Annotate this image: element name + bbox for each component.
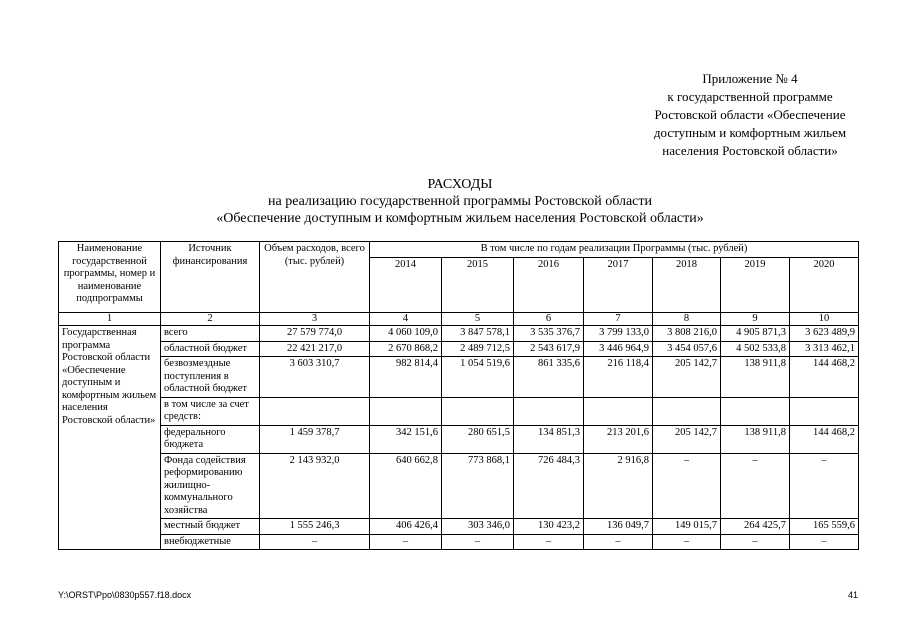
year-value: 342 151,6 (370, 425, 442, 453)
doc-subtitle: «Обеспечение доступным и комфортным жильем населения Ростовской области» (216, 211, 704, 226)
appendix-line: Ростовской области «Обеспечение (654, 107, 846, 122)
year-value: – (721, 534, 790, 550)
total-cell: – (260, 534, 370, 550)
year-value: – (584, 534, 653, 550)
total-cell (260, 397, 370, 425)
year-value (653, 397, 721, 425)
table-row (59, 397, 859, 425)
table-row (59, 357, 859, 398)
column-number: 7 (584, 312, 653, 326)
table-row (59, 341, 859, 357)
year-value: – (514, 534, 584, 550)
table-row (59, 519, 859, 535)
total-cell: 1 459 378,7 (260, 425, 370, 453)
year-value: 726 484,3 (514, 453, 584, 519)
header-year: 2019 (721, 257, 790, 312)
total-cell: 3 603 310,7 (260, 357, 370, 398)
year-value: 144 468,2 (790, 425, 859, 453)
year-value: 3 623 489,9 (790, 326, 859, 342)
header-year: 2016 (514, 257, 584, 312)
year-value: 640 662,8 (370, 453, 442, 519)
year-value (584, 397, 653, 425)
header-year: 2017 (584, 257, 653, 312)
table-row (59, 534, 859, 550)
year-value: 3 808 216,0 (653, 326, 721, 342)
year-value: – (442, 534, 514, 550)
column-number: 4 (370, 312, 442, 326)
header-year: 2020 (790, 257, 859, 312)
year-value: 149 015,7 (653, 519, 721, 535)
column-number: 1 (59, 312, 161, 326)
page-number: 41 (847, 590, 858, 600)
year-value: 861 335,6 (514, 357, 584, 398)
header-by-years: В том числе по годам реализации Программы (тыс. рублей) (370, 242, 859, 258)
source-cell: Фонда содействия реформированию жилищно-коммунального хозяйства (161, 453, 260, 519)
header-source: Источник финансирования (161, 242, 260, 313)
year-value: 165 559,6 (790, 519, 859, 535)
year-value: 216 118,4 (584, 357, 653, 398)
year-value: – (790, 534, 859, 550)
year-value: 3 446 964,9 (584, 341, 653, 357)
table-row (59, 453, 859, 519)
year-value: 2 670 868,2 (370, 341, 442, 357)
year-value: 773 868,1 (442, 453, 514, 519)
year-value: 982 814,4 (370, 357, 442, 398)
year-value: 205 142,7 (653, 357, 721, 398)
column-number: 3 (260, 312, 370, 326)
header-year: 2018 (653, 257, 721, 312)
year-value: 138 911,8 (721, 357, 790, 398)
year-value: 134 851,3 (514, 425, 584, 453)
appendix-line: к государственной программе (667, 89, 833, 104)
appendix-block (600, 70, 900, 160)
year-value: 3 799 133,0 (584, 326, 653, 342)
program-name: Государственная программа Ростовской области «Обеспечение доступным и комфортным жильем населения Ростовской области» (59, 326, 161, 550)
year-value: 264 425,7 (721, 519, 790, 535)
year-value: 138 911,8 (721, 425, 790, 453)
year-value: 4 905 871,3 (721, 326, 790, 342)
header-year: 2015 (442, 257, 514, 312)
year-value (370, 397, 442, 425)
year-value: 3 313 462,1 (790, 341, 859, 357)
column-number: 9 (721, 312, 790, 326)
column-number: 5 (442, 312, 514, 326)
column-number: 2 (161, 312, 260, 326)
year-value: – (370, 534, 442, 550)
appendix-line: населения Ростовской области» (662, 143, 838, 158)
year-value: – (653, 534, 721, 550)
table-row (59, 326, 859, 342)
expenses-table (58, 241, 859, 550)
source-cell: внебюджетные (161, 534, 260, 550)
header-total: Объем расходов, всего (тыс. рублей) (260, 242, 370, 313)
appendix-line: доступным и комфортным жильем (653, 125, 847, 140)
column-number-row (59, 312, 859, 326)
year-value: 213 201,6 (584, 425, 653, 453)
source-cell: федерального бюджета (161, 425, 260, 453)
year-value (721, 397, 790, 425)
year-value: 3 454 057,6 (653, 341, 721, 357)
year-value: 136 049,7 (584, 519, 653, 535)
year-value: 3 535 376,7 (514, 326, 584, 342)
year-value: 280 651,5 (442, 425, 514, 453)
doc-subtitle: на реализацию государственной программы Ростовской области (267, 194, 652, 209)
source-cell: в том числе за счет средств: (161, 397, 260, 425)
year-value: 2 489 712,5 (442, 341, 514, 357)
source-cell: местный бюджет (161, 519, 260, 535)
year-value: 1 054 519,6 (442, 357, 514, 398)
table-row (59, 425, 859, 453)
total-cell: 27 579 774,0 (260, 326, 370, 342)
source-cell: всего (161, 326, 260, 342)
year-value: 205 142,7 (653, 425, 721, 453)
year-value: – (790, 453, 859, 519)
year-value: 2 916,8 (584, 453, 653, 519)
year-value: 303 346,0 (442, 519, 514, 535)
appendix-line: Приложение № 4 (702, 71, 798, 86)
doc-title: РАСХОДЫ (427, 177, 493, 192)
column-number: 6 (514, 312, 584, 326)
year-value: 406 426,4 (370, 519, 442, 535)
footer-file-path: Y:\ORST\Ppo\0830p557.f18.docx (58, 590, 192, 600)
year-value: 130 423,2 (514, 519, 584, 535)
year-value: – (653, 453, 721, 519)
total-cell: 2 143 932,0 (260, 453, 370, 519)
year-value: – (721, 453, 790, 519)
year-value: 2 543 617,9 (514, 341, 584, 357)
total-cell: 1 555 246,3 (260, 519, 370, 535)
column-number: 8 (653, 312, 721, 326)
year-value (790, 397, 859, 425)
source-cell: областной бюджет (161, 341, 260, 357)
header-year: 2014 (370, 257, 442, 312)
year-value: 3 847 578,1 (442, 326, 514, 342)
source-cell: безвозмездные поступления в областной бюджет (161, 357, 260, 398)
year-value: 4 502 533,8 (721, 341, 790, 357)
year-value (442, 397, 514, 425)
column-number: 10 (790, 312, 859, 326)
total-cell: 22 421 217,0 (260, 341, 370, 357)
year-value: 144 468,2 (790, 357, 859, 398)
header-name: Наименование государственной программы, номер и наименование подпрограммы (59, 242, 161, 313)
year-value: 4 060 109,0 (370, 326, 442, 342)
year-value (514, 397, 584, 425)
